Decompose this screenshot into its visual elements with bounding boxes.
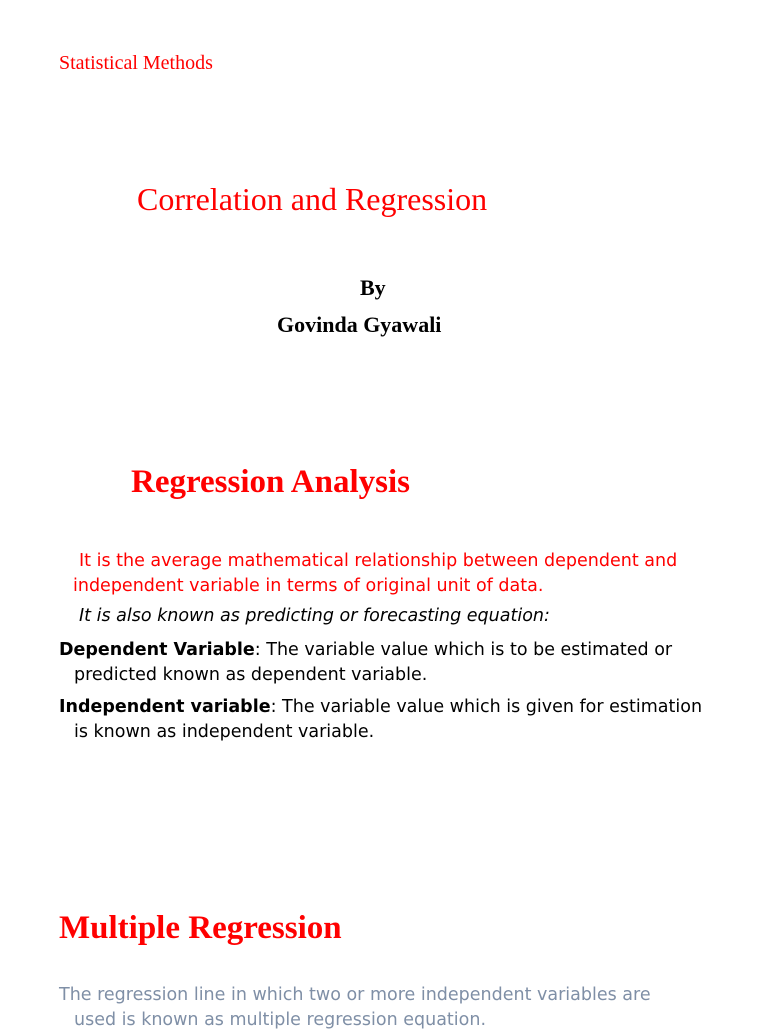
multiple-regression-line: The regression line in which two or more independent variables are [59,985,651,1005]
independent-text: : The variable value which is given for estimation [270,697,703,717]
dependent-second-line: predicted known as dependent variable. [74,665,428,685]
definition-paragraph [73,549,677,599]
dependent-first-line [59,638,672,663]
definition-line: independent variable in terms of original unit of data. [73,576,544,596]
author-name: Govinda Gyawali [277,312,442,337]
page-title: Correlation and Regression [137,181,488,217]
by-label: By [360,275,386,300]
independent-term: Independent variable [59,697,271,717]
independent-first-line [59,695,702,720]
course-label: Statistical Methods [59,52,213,74]
multiple-regression-line: used is known as multiple regression equation. [74,1010,487,1030]
alias-line: It is also known as predicting or forecasting equation: [79,606,550,626]
dependent-variable-definition [59,638,672,688]
section-heading-multiple-regression: Multiple Regression [59,910,342,946]
multiple-regression-paragraph [59,983,651,1033]
independent-variable-definition [59,695,702,745]
dependent-text: : The variable value which is to be estimated or [254,640,673,660]
dependent-term: Dependent Variable [59,640,255,660]
section-heading-regression-analysis: Regression Analysis [131,464,411,500]
definition-line: It is the average mathematical relationship between dependent and [79,551,678,571]
independent-second-line: is known as independent variable. [74,722,375,742]
